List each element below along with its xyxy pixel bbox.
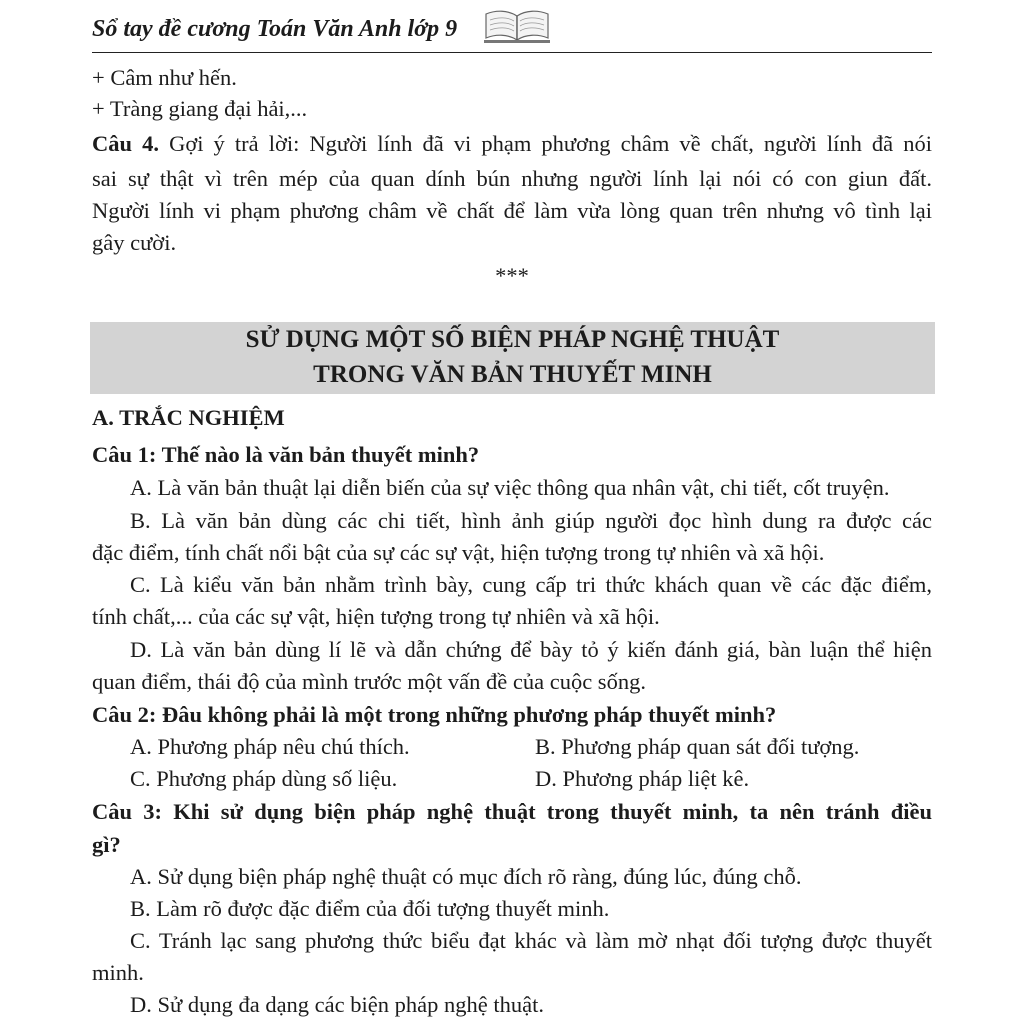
list-item: + Tràng giang đại hải,... xyxy=(92,96,308,121)
answer-option: D. Là văn bản dùng lí lẽ và dẫn chứng để bày tỏ ý kiến đánh giá, bàn luận thể hiện xyxy=(130,637,932,662)
running-header xyxy=(92,4,932,53)
answer-option: B. Làm rõ được đặc điểm của đối tượng thuyết minh. xyxy=(130,896,610,921)
option-d: D. Phương pháp liệt kê. xyxy=(535,766,750,791)
option-b: B. Phương pháp quan sát đối tượng. xyxy=(535,734,860,759)
answer-option-continuation: quan điểm, thái độ của mình trước một vấn đề của cuộc sống. xyxy=(92,669,646,694)
section-title-line: TRONG VĂN BẢN THUYẾT MINH xyxy=(313,361,712,388)
question-heading-continuation: gì? xyxy=(92,832,121,857)
answer-text: Gợi ý trả lời: Người lính đã vi phạm phương châm về chất, người lính đã nói xyxy=(158,131,933,156)
answer-option: D. Sử dụng đa dạng các biện pháp nghệ thuật. xyxy=(130,992,544,1017)
open-book-icon xyxy=(482,4,552,46)
answer-option: A. Sử dụng biện pháp nghệ thuật có mục đích rõ ràng, đúng lúc, đúng chỗ. xyxy=(130,864,802,889)
answer-option xyxy=(130,764,932,794)
answer-label: Câu 4. xyxy=(92,131,159,156)
section-separator: *** xyxy=(495,263,529,288)
answer-option-continuation: minh. xyxy=(92,960,144,985)
answer-option: A. Là văn bản thuật lại diễn biến của sự việc thông qua nhân vật, chi tiết, cốt truyện. xyxy=(130,475,890,500)
part-heading: A. TRẮC NGHIỆM xyxy=(92,405,285,430)
question-heading: Câu 1: Thế nào là văn bản thuyết minh? xyxy=(92,442,480,467)
question-heading: Câu 3: Khi sử dụng biện pháp nghệ thuật trong thuyết minh, ta nên tránh điều xyxy=(92,799,932,824)
answer-option: C. Tránh lạc sang phương thức biểu đạt khác và làm mờ nhạt đối tượng được thuyết xyxy=(130,928,932,953)
answer-paragraph-line xyxy=(92,129,932,159)
option-a: A. Phương pháp nêu chú thích. xyxy=(130,734,410,759)
answer-paragraph-line: gây cười. xyxy=(92,230,177,255)
section-title-banner xyxy=(90,322,935,394)
header-title: Sổ tay đề cương Toán Văn Anh lớp 9 xyxy=(92,16,458,42)
option-c: C. Phương pháp dùng số liệu. xyxy=(130,766,398,791)
answer-paragraph-line: sai sự thật vì trên mép của quan dính bún nhưng người lính lại nói có con giun đất. xyxy=(92,166,932,191)
section-title-line: SỬ DỤNG MỘT SỐ BIỆN PHÁP NGHỆ THUẬT xyxy=(245,326,780,353)
answer-option-continuation: đặc điểm, tính chất nổi bật của sự các sự vật, hiện tượng trong tự nhiên và xã hội. xyxy=(92,540,825,565)
answer-option-continuation: tính chất,... của các sự vật, hiện tượng trong tự nhiên và xã hội. xyxy=(92,604,660,629)
answer-paragraph-line: Người lính vi phạm phương châm về chất để làm vừa lòng quan trên nhưng vô tình lại xyxy=(92,198,932,223)
answer-option: B. Là văn bản dùng các chi tiết, hình ảnh giúp người đọc hình dung ra được các xyxy=(130,508,932,533)
answer-option: C. Là kiểu văn bản nhằm trình bày, cung cấp tri thức khách quan về các đặc điểm, xyxy=(130,572,932,597)
question-heading: Câu 2: Đâu không phải là một trong những phương pháp thuyết minh? xyxy=(92,702,777,727)
list-item: + Câm như hến. xyxy=(92,65,237,90)
